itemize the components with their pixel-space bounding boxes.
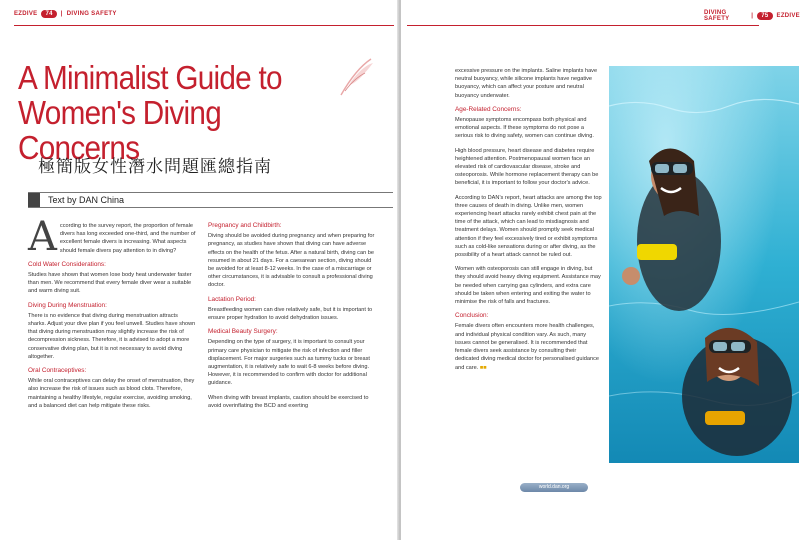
left-column-1: [28, 214, 196, 416]
age-text-3: According to DAN's report, heart attacks are among the top three causes of death in diving. Unlike men, women experiencing heart attacks rarely exhibit chest pain at the time of the attack, which can lead to misdiagnosis and treatment delays. Women should promptly seek medical attention if they feel excessively tired or exhibit symptoms such as cold-like sensations during or after diving, as the possibility of a heart attack cannot be ruled out.: [455, 194, 602, 259]
section-label: DIVING SAFETY: [66, 11, 117, 17]
cold-water-text: Studies have shown that women lose body heat underwater faster than men. We recommend that every female diver wear a suitable and warm diving suit.: [28, 272, 192, 295]
left-page: [0, 0, 399, 540]
menstruation-text: There is no evidence that diving during menstruation attracts sharks. Adjust your dive plan if you feel unwell. Studies have shown that diving during menstruation may slightly increase the risk of decompression sickness. Therefore, it is advised to adopt a more conservative diving plan, but it is not necessary to avoid diving altogether.: [28, 312, 196, 360]
conclusion-body: Female divers often encounters more health challenges, and individual physical condition vary. As such, many issues cannot be generalised. It is recommended that female divers seek assistance by consulting their dedicated diving medical doctor for personalised guidance and care.: [455, 323, 599, 371]
contraceptives-text: While oral contraceptives can delay the onset of menstruation, they also increase the risk of issues such as blood clots. Therefore, maintaining a healthy lifestyle, regular exercise, avoiding smoking, and a balanced diet can help mitigate these risks.: [28, 378, 195, 409]
header-separator: |: [60, 11, 63, 17]
beauty-heading: Medical Beauty Surgery:: [208, 328, 278, 336]
page-number-badge: 74: [41, 10, 56, 18]
right-running-header: [704, 10, 800, 22]
right-page: [401, 0, 800, 540]
brand-label: EZDIVE: [14, 11, 38, 17]
pregnancy-heading: Pregnancy and Childbirth:: [208, 222, 282, 229]
byline: Text by DAN China: [48, 195, 125, 205]
right-column: [455, 67, 602, 378]
lactation-text: Breastfeeding women can dive relatively safe, but it is important to ensure proper hydration to avoid dehydration issues.: [208, 306, 373, 322]
left-running-header: [14, 10, 117, 18]
age-text-4: Women with osteoporosis can still engage in diving, but they should avoid heavy diving equipment. Assistance may be needed when carrying gas cylinders, and extra care should be taken when entering and exiting the water to minimise the risk of falls and fractures.: [455, 266, 601, 306]
divers-photo-illustration: [609, 66, 799, 463]
page-number-badge-right: 75: [757, 12, 772, 20]
conclusion-text: [455, 322, 602, 371]
header-separator-right: |: [751, 13, 754, 19]
contraceptives-heading: Oral Contraceptives:: [28, 367, 87, 375]
title-line-2: Women's Diving Concerns: [18, 94, 222, 166]
conclusion-heading: Conclusion:: [455, 312, 489, 320]
age-text-1: Menopause symptoms encompass both physical and emotional aspects. If these symptoms do not pose a serious risk to diving safety, women can continue diving.: [455, 117, 594, 140]
menstruation-heading: Diving During Menstruation:: [28, 301, 107, 309]
drop-cap: A: [28, 214, 57, 260]
header-rule: [14, 25, 394, 26]
beauty-text: Depending on the type of surgery, it is important to consult your primary care physician to mitigate the risk of infection and filler displacement. For major surgeries such as tummy tucks or breast augmentation, it is relatively safe to wait 6-8 weeks before diving. However, it is recommended to confirm with doctor for additional guidance.: [208, 339, 370, 387]
article-title: [18, 60, 342, 165]
lactation-heading: Lactation Period:: [208, 295, 256, 303]
implants-text: When diving with breast implants, caution should be exercised to avoid overinflating the BCD and exerting: [208, 394, 369, 409]
end-mark: ■■: [479, 364, 487, 371]
title-line-1: A Minimalist Guide to: [18, 59, 282, 96]
section-label-right: DIVING SAFETY: [704, 10, 730, 22]
left-column-2: [208, 222, 378, 416]
intro-paragraph: [28, 214, 196, 260]
byline-marker: [28, 193, 40, 207]
brand-label-right: EZDIVE: [776, 13, 800, 19]
age-heading: Age-Related Concerns:: [455, 105, 522, 113]
divers-photo: [609, 66, 799, 463]
implants-continued: excessive pressure on the implants. Saline implants have neutral buoyancy, while silicone implants have negative buoyancy, which can affect your posture and neutral buoyancy underwater.: [455, 68, 598, 99]
website-url-pill: world.dan.org: [520, 483, 588, 492]
pregnancy-text: Diving should be avoided during pregnancy and when preparing for pregnancy, as studies have shown that diving can have adverse effects on the health of the fetus. After a natural birth, diving can be resumed in about 21 days. For a caesarean section, diving should be avoided for at least 8-12 weeks. In the case of a miscarriage or other circumstances, it is advisable to consult a professional diving doctor.: [208, 233, 375, 289]
chinese-title: 極簡版女性潛水問題匯總指南: [38, 157, 272, 177]
age-text-2: High blood pressure, heart disease and diabetes require heightened attention. Postmenopausal women face an elevated risk of cardiovascular disease, stroke and osteoporosis. While hormone replacement therapy can be beneficial, it is important to follow your doctor's advice.: [455, 147, 599, 187]
intro-text: ccording to the survey report, the proportion of female divers has long exceeded one-third, and the number of excellent female divers is increasing. What aspects should female divers pay attention to in diving?: [59, 223, 196, 254]
header-rule-right: [407, 25, 759, 26]
cold-water-heading: Cold Water Considerations:: [28, 260, 106, 268]
